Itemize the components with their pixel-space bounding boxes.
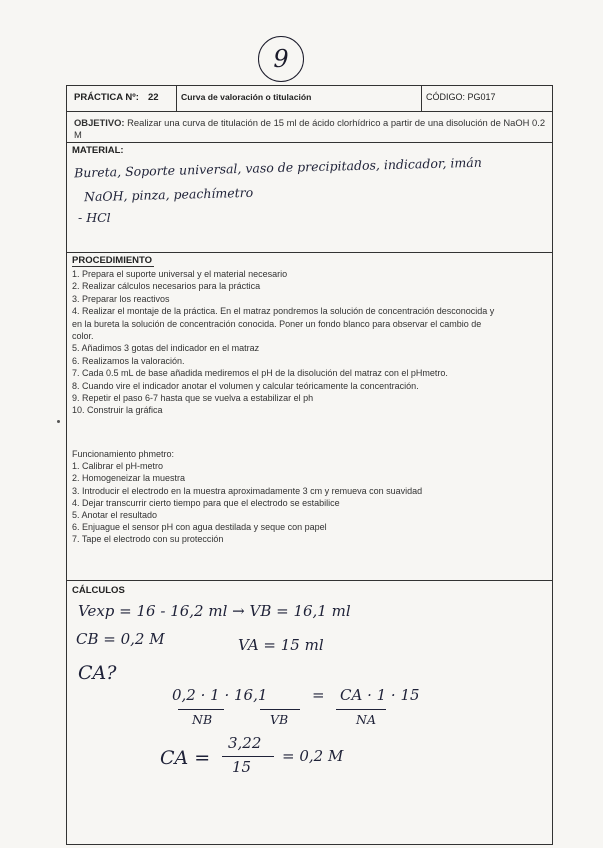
phmeter-step: 5. Anotar el resultado: [72, 510, 158, 521]
divider-objective: [66, 142, 552, 143]
procedure-step: 7. Cada 0.5 mL de base añadida mediremos el pH de la disolución del matraz con el pHmetro.: [72, 368, 448, 379]
calc-ca-question: CA?: [78, 662, 117, 684]
procedure-step: 8. Cuando vire el indicador anotar el volumen y calcular teóricamente la concentración.: [72, 380, 419, 391]
procedure-list: [72, 268, 550, 417]
eq-nb: NB: [192, 712, 213, 727]
calc-vexp: Vexp = 16 - 16,2 ml → VB = 16,1 ml: [78, 602, 351, 620]
objective-text: Realizar una curva de titulación de 15 ml de ácido clorhídrico a partir de una disolución de NaOH 0.2 M: [74, 117, 546, 140]
ca-numerator: 3,22: [228, 734, 262, 752]
procedure-step: 4. Realizar el montaje de la práctica. En el matraz pondremos la solución de concentración desconocida y: [72, 306, 495, 317]
calculations-label: CÁLCULOS: [72, 585, 125, 596]
margin-mark: [57, 420, 60, 423]
phmeter-title: Funcionamiento phmetro:: [72, 449, 175, 459]
procedure-step: 10. Construir la gráfica: [72, 405, 163, 416]
material-label: MATERIAL:: [72, 145, 124, 156]
page-number: 9: [273, 45, 289, 73]
procedure-label: PROCEDIMIENTO: [72, 255, 153, 266]
header-divider-1: [176, 85, 177, 111]
procedure-step: 3. Preparar los reactivos: [72, 293, 170, 304]
calc-cb: CB = 0,2 M: [76, 630, 165, 648]
eq-fraction-bar-na: [336, 709, 386, 710]
eq-fraction-bar-vb: [260, 709, 300, 710]
practice-number: 22: [148, 92, 159, 103]
ca-label: CA =: [160, 747, 211, 769]
procedure-step: color.: [72, 331, 94, 342]
phmeter-step: 1. Calibrar el pH-metro: [72, 461, 164, 472]
phmeter-list: [72, 448, 550, 546]
procedure-step: 5. Añadimos 3 gotas del indicador en el matraz: [72, 343, 260, 354]
objective-label: OBJETIVO:: [74, 117, 125, 128]
eq-vb: VB: [270, 712, 289, 727]
practice-title: Curva de valoración o titulación: [181, 92, 312, 102]
procedure-step: 2. Realizar cálculos necesarios para la práctica: [72, 281, 261, 292]
objective-block: [74, 117, 548, 141]
procedure-underline: [72, 266, 154, 267]
procedure-step: 6. Realizamos la valoración.: [72, 355, 185, 366]
material-line-3: - HCl: [78, 210, 111, 225]
eq-left-numerator: 0,2 · 1 · 16,1: [172, 686, 268, 704]
eq-equals: =: [312, 686, 325, 704]
ca-denominator: 15: [232, 758, 252, 776]
phmeter-step: 2. Homogeneizar la muestra: [72, 473, 186, 484]
eq-na: NA: [356, 712, 376, 727]
material-line-2: NaOH, pinza, peachímetro: [83, 184, 254, 205]
procedure-step: 9. Repetir el paso 6-7 hasta que se vuelva a estabilizar el ph: [72, 393, 314, 404]
calc-va: VA = 15 ml: [238, 636, 324, 654]
divider-procedure: [66, 580, 552, 581]
page-number-circle: [258, 36, 304, 82]
practice-label: PRÁCTICA Nº:: [74, 92, 139, 103]
ca-fraction-bar: [222, 756, 274, 757]
divider-header: [66, 111, 552, 112]
header-divider-2: [421, 85, 422, 111]
material-line-1: Bureta, Soporte universal, vaso de precipitados, indicador, imán: [73, 154, 482, 181]
procedure-step: 1. Prepara el suporte universal y el material necesario: [72, 269, 288, 279]
divider-material: [66, 252, 552, 253]
phmeter-step: 4. Dejar transcurrir cierto tiempo para que el electrodo se estabilice: [72, 497, 340, 508]
ca-result: = 0,2 M: [282, 747, 344, 765]
eq-fraction-bar-nb: [178, 709, 224, 710]
phmeter-step: 3. Introducir el electrodo en la muestra aproximadamente 3 cm y remueva con suavidad: [72, 485, 423, 496]
phmeter-step: 6. Enjuague el sensor pH con agua destilada y seque con papel: [72, 522, 327, 533]
code-label: CÓDIGO: PG017: [426, 92, 496, 102]
procedure-step: en la bureta la solución de concentración conocida. Poner un fondo blanco para observar el cambio de: [72, 318, 482, 329]
phmeter-step: 7. Tape el electrodo con su protección: [72, 534, 224, 545]
eq-right-numerator: CA · 1 · 15: [340, 686, 420, 704]
